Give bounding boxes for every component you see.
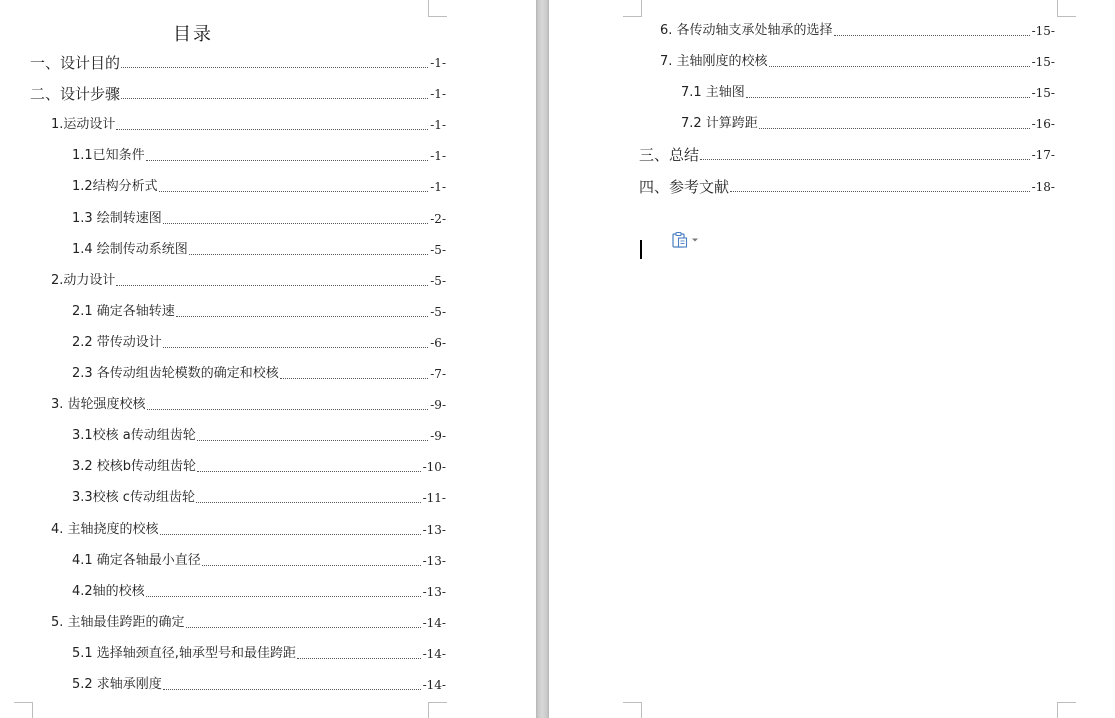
toc-dot-leader [146, 595, 421, 597]
toc-entry[interactable] [639, 146, 1055, 164]
toc-dot-leader [121, 66, 428, 68]
toc-entry-page: -1- [430, 87, 446, 102]
toc-dot-leader [769, 65, 1030, 67]
page-corner-mark [623, 0, 642, 17]
toc-dot-leader [186, 626, 421, 628]
toc-entry[interactable] [72, 552, 446, 570]
toc-entry-text: 7.2 计算跨距 [681, 116, 758, 132]
toc-entry[interactable] [51, 614, 446, 632]
toc-entry[interactable] [72, 303, 446, 321]
toc-entry[interactable] [72, 458, 446, 476]
toc-entry-text: 4. 主轴挠度的校核 [51, 521, 159, 537]
toc-entry-text: 二、设计步骤 [30, 85, 121, 104]
toc-dot-leader [147, 408, 429, 410]
toc-dot-leader [159, 190, 429, 192]
paste-options-icon [671, 231, 691, 249]
toc-dot-leader [746, 96, 1030, 98]
toc-entry[interactable] [72, 210, 446, 228]
page-corner-mark [428, 0, 447, 17]
toc-entry-text: 7.1 主轴图 [681, 85, 745, 101]
toc-entry-page: -1- [430, 56, 446, 70]
toc-dot-leader [834, 34, 1030, 36]
toc-entry[interactable] [660, 53, 1055, 71]
toc-entry-text: 4.1 确定各轴最小直径 [72, 552, 201, 568]
toc-entry-page: -15- [1031, 86, 1055, 101]
toc-entry[interactable] [72, 365, 446, 383]
toc-entry[interactable] [72, 489, 446, 507]
toc-entry-page: -14- [422, 615, 446, 630]
toc-entry[interactable] [639, 178, 1055, 196]
toc-entry[interactable] [72, 147, 446, 165]
toc-entry-page: -1- [430, 149, 446, 164]
toc-entry-page: -13- [422, 553, 446, 568]
toc-entry-page: -13- [422, 584, 446, 599]
toc-entry[interactable] [72, 583, 446, 601]
toc-entry[interactable] [681, 84, 1055, 102]
toc-dot-leader [116, 128, 428, 130]
page-gap [536, 0, 549, 718]
toc-entry-text: 5. 主轴最佳跨距的确定 [51, 614, 185, 630]
toc-dot-leader [176, 315, 428, 317]
toc-dot-leader [146, 159, 429, 161]
document-page-right[interactable] [549, 0, 1115, 718]
toc-dot-leader [197, 470, 421, 472]
toc-entry-page: -5- [430, 304, 446, 319]
toc-entry-text: 1.1已知条件 [72, 148, 145, 164]
chevron-down-icon [691, 237, 699, 243]
document-page-left[interactable] [0, 0, 536, 718]
toc-dot-leader [121, 97, 428, 99]
toc-entry-page: -11- [422, 491, 446, 506]
toc-dot-leader [197, 439, 428, 441]
toc-entry-page: -14- [422, 646, 446, 661]
toc-entry-text: 5.2 求轴承刚度 [72, 677, 162, 692]
toc-entry-text: 1.3 绘制转速图 [72, 210, 162, 226]
toc-entry-text: 3.2 校核b传动组齿轮 [72, 459, 197, 475]
toc-entry[interactable] [72, 645, 446, 663]
toc-entry-text: 3.1校核 a传动组齿轮 [72, 428, 196, 444]
toc-dot-leader [700, 158, 1030, 160]
toc-dot-leader [280, 377, 428, 379]
toc-dot-leader [202, 564, 421, 566]
toc-entry-text: 2.3 各传动组齿轮模数的确定和校核 [72, 366, 279, 381]
toc-entry[interactable] [72, 241, 446, 259]
toc-entry-page: -6- [430, 335, 446, 350]
toc-dot-leader [759, 127, 1030, 129]
toc-entry[interactable] [30, 85, 446, 103]
toc-entry[interactable] [660, 22, 1055, 40]
toc-entry-text: 5.1 选择轴颈直径,轴承型号和最佳跨距 [72, 645, 296, 661]
page-corner-mark [1057, 0, 1076, 17]
page-corner-mark [428, 702, 447, 718]
toc-entry-text: 7. 主轴刚度的校核 [660, 54, 768, 70]
page-corner-mark [14, 702, 33, 718]
toc-entry-page: -15- [1031, 24, 1055, 38]
page-corner-mark [1057, 702, 1076, 718]
toc-entry-page: -10- [422, 460, 446, 475]
toc-entry-page: -5- [430, 273, 446, 288]
toc-dot-leader [160, 533, 421, 535]
toc-entry[interactable] [72, 676, 446, 694]
toc-entry-text: 4.2轴的校核 [72, 583, 145, 599]
toc-entry-page: -15- [1031, 55, 1055, 70]
toc-entry-text: 2.2 带传动设计 [72, 334, 162, 350]
toc-entry-page: -2- [430, 211, 446, 226]
toc-dot-leader [196, 501, 421, 503]
toc-entry[interactable] [51, 116, 446, 134]
toc-dot-leader [730, 190, 1030, 192]
toc-entry-text: 1.2结构分析式 [72, 179, 158, 195]
toc-entry-page: -9- [430, 398, 446, 413]
toc-entry-page: -1- [430, 118, 446, 133]
toc-entry[interactable] [72, 178, 446, 196]
toc-dot-leader [189, 253, 428, 255]
toc-entry[interactable] [51, 272, 446, 290]
toc-entry[interactable] [72, 427, 446, 445]
toc-entry-text: 1.4 绘制传动系统图 [72, 241, 188, 257]
page-corner-mark [623, 702, 642, 718]
toc-dot-leader [163, 688, 421, 690]
toc-entry-text: 6. 各传动轴支承处轴承的选择 [660, 23, 833, 38]
toc-dot-leader [163, 222, 428, 224]
toc-entry[interactable] [30, 54, 446, 72]
toc-title: 目录 [173, 24, 213, 45]
toc-entry-text: 3. 齿轮强度校核 [51, 397, 146, 413]
text-cursor [640, 240, 642, 259]
toc-entry-page: -18- [1031, 179, 1055, 194]
toc-entry-page: -7- [430, 367, 446, 381]
toc-entry-text: 三、总结 [639, 146, 700, 165]
toc-entry-text: 2.动力设计 [51, 272, 116, 288]
toc-entry-text: 1.运动设计 [51, 117, 116, 133]
toc-entry-text: 四、参考文献 [639, 177, 730, 196]
toc-entry-page: -17- [1031, 148, 1055, 163]
toc-entry-page: -9- [430, 429, 446, 444]
toc-entry-page: -5- [430, 242, 446, 257]
toc-entry[interactable] [72, 334, 446, 352]
toc-entry-text: 3.3校核 c传动组齿轮 [72, 490, 195, 506]
toc-entry[interactable] [51, 521, 446, 539]
toc-entry[interactable] [681, 115, 1055, 133]
toc-entry-page: -1- [430, 180, 446, 195]
toc-entry-text: 一、设计目的 [30, 54, 121, 72]
toc-entry-page: -14- [422, 678, 446, 692]
toc-dot-leader [163, 346, 428, 348]
toc-entry-page: -16- [1031, 117, 1055, 132]
toc-entry[interactable] [51, 396, 446, 414]
toc-dot-leader [116, 284, 428, 286]
toc-dot-leader [297, 657, 421, 659]
toc-entry-text: 2.1 确定各轴转速 [72, 303, 175, 319]
toc-entry-page: -13- [422, 522, 446, 537]
paste-options-button[interactable] [671, 231, 701, 249]
